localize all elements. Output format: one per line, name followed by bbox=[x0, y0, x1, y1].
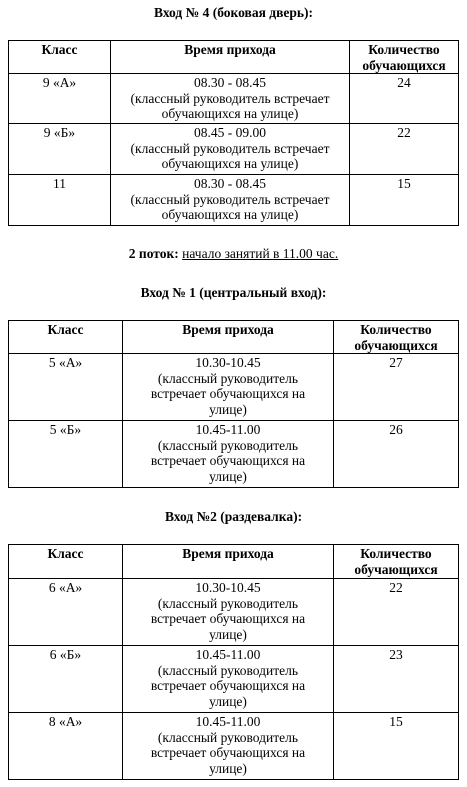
count-cell: 27 bbox=[334, 354, 459, 421]
column-header-class: Класс bbox=[9, 545, 123, 579]
column-header-class: Класс bbox=[9, 41, 111, 74]
time-cell: 08.30 - 08.45 (классный руководитель встречает обучающихся на улице) bbox=[111, 175, 350, 226]
count-cell: 23 bbox=[334, 646, 459, 713]
table-header-row bbox=[9, 545, 459, 579]
table-row bbox=[9, 713, 459, 780]
stream-2-label: 2 поток: bbox=[128, 246, 179, 261]
section-heading-entrance-1: Вход № 1 (центральный вход): bbox=[140, 285, 327, 300]
count-cell: 22 bbox=[350, 124, 459, 175]
table-row bbox=[9, 74, 459, 124]
class-cell: 9 «Б» bbox=[9, 124, 111, 175]
table-row bbox=[9, 354, 459, 421]
count-cell: 15 bbox=[350, 175, 459, 226]
stream-2-note bbox=[0, 246, 467, 262]
section-heading-entrance-2: Вход №2 (раздевалка): bbox=[164, 509, 303, 524]
table-row bbox=[9, 646, 459, 713]
class-cell: 5 «Б» bbox=[9, 421, 123, 488]
column-header-time: Время прихода bbox=[123, 545, 334, 579]
schedule-table-entrance-4 bbox=[8, 40, 459, 226]
table-row bbox=[9, 175, 459, 226]
time-cell: 10.30-10.45 (классный руководитель встречает обучающихся на улице) bbox=[123, 354, 334, 421]
class-cell: 9 «А» bbox=[9, 74, 111, 124]
schedule-table-entrance-2 bbox=[8, 544, 459, 780]
column-header-time: Время прихода bbox=[111, 41, 350, 74]
class-cell: 6 «Б» bbox=[9, 646, 123, 713]
column-header-count: Количество обучающихся bbox=[334, 321, 459, 354]
count-cell: 22 bbox=[334, 579, 459, 646]
column-header-count: Количество обучающихся bbox=[334, 545, 459, 579]
table-header-row bbox=[9, 321, 459, 354]
section-heading-entrance-4: Вход № 4 (боковая дверь): bbox=[154, 5, 313, 20]
time-cell: 10.45-11.00 (классный руководитель встречает обучающихся на улице) bbox=[123, 646, 334, 713]
class-cell: 11 bbox=[9, 175, 111, 226]
count-cell: 26 bbox=[334, 421, 459, 488]
schedule-table-entrance-1 bbox=[8, 320, 459, 488]
table-header-row bbox=[9, 41, 459, 74]
class-cell: 8 «А» bbox=[9, 713, 123, 780]
table-row bbox=[9, 579, 459, 646]
time-cell: 10.45-11.00 (классный руководитель встречает обучающихся на улице) bbox=[123, 421, 334, 488]
count-cell: 24 bbox=[350, 74, 459, 124]
column-header-time: Время прихода bbox=[123, 321, 334, 354]
time-cell: 08.45 - 09.00 (классный руководитель встречает обучающихся на улице) bbox=[111, 124, 350, 175]
column-header-class: Класс bbox=[9, 321, 123, 354]
time-cell: 10.45-11.00 (классный руководитель встречает обучающихся на улице) bbox=[123, 713, 334, 780]
column-header-count: Количество обучающихся bbox=[350, 41, 459, 74]
class-cell: 5 «А» bbox=[9, 354, 123, 421]
table-row bbox=[9, 124, 459, 175]
class-cell: 6 «А» bbox=[9, 579, 123, 646]
time-cell: 10.30-10.45 (классный руководитель встречает обучающихся на улице) bbox=[123, 579, 334, 646]
table-row bbox=[9, 421, 459, 488]
count-cell: 15 bbox=[334, 713, 459, 780]
stream-2-start-time: начало занятий в 11.00 час. bbox=[182, 246, 339, 261]
time-cell: 08.30 - 08.45 (классный руководитель встречает обучающихся на улице) bbox=[111, 74, 350, 124]
